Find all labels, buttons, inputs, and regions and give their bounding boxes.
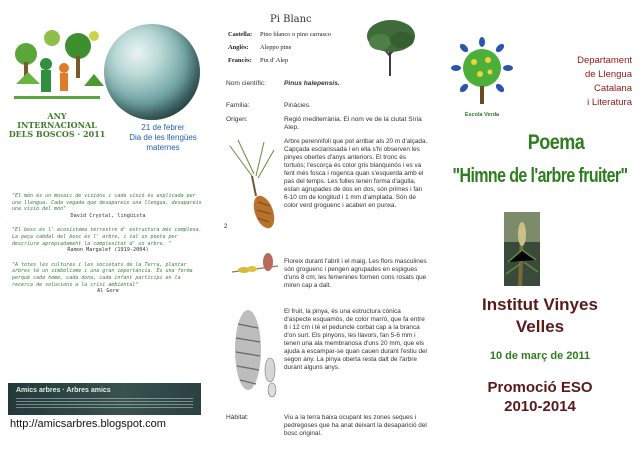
quote-text: "A totes les cultures i les societats de la Terra, plantar arbres té un simbolisme i una gran importància. És una forma perquè cada home, cada dona, cada infant participi en la recerca de solucions a la crisi ambiental" [12, 261, 193, 288]
origin-label: Origen: [226, 116, 248, 123]
figure-number: 2 [224, 224, 228, 230]
blog-banner-title: Amics arbres · Arbres amics [16, 387, 111, 394]
scientific-value: Pinus halepensis. [284, 80, 340, 87]
name-lang: Anglès: [228, 44, 249, 51]
quote-text: "El bosc és l' ecosistema terrestre d' estructura més complexa. La peça cabdal del bosc és l' arbre, i cal un poeta per descriure apropiadament la complexitat d' un arbre. " [12, 227, 202, 247]
habitat-value: Viu a la terra baixa ocupant les zones seques i pedregoses que ha anat deixant la desaparició del bosc original. [284, 414, 427, 437]
promotion-line2: 2010-2014 [504, 398, 576, 415]
department-name [524, 54, 632, 110]
globe-image [104, 24, 200, 120]
poem-heading: Poema [527, 129, 585, 154]
institute-line2: Velles [515, 317, 565, 336]
name-row-castella [228, 28, 331, 41]
description-flowers: Floreix durant l'abril i el maig. Les flors masculines són groguenc i pengen agrupades en espigues d'uns 8 cm; les femenines formen cons rosats que miren cap a dalt. [284, 258, 427, 289]
middle-panel [210, 0, 432, 452]
blog-url-link[interactable]: http://amicsarbres.blogspot.com [10, 418, 166, 430]
pine-cone-seeds-icon [232, 304, 282, 400]
pine-sprout-photo [504, 212, 540, 286]
quote-gore [12, 262, 204, 295]
blog-banner[interactable] [8, 383, 201, 415]
globe-caption-line3: maternes [146, 143, 180, 152]
poem-title: "Himne de l'arbre fruiter" [452, 165, 628, 187]
common-names [228, 28, 331, 67]
scientific-label: Nom científic: [226, 80, 266, 87]
name-value: Pin d' Alep [260, 57, 289, 64]
pine-flowers-icon [230, 252, 280, 284]
description-fruit: El fruit, la pinya, és una estructura cònica d'aspecte esquamós, de color marró, que fa entre 8 i 12 cm i té el peduncle corbat cap a la branca d'on surt. Els pinyons, les llavors, fan 5-6 mm i tenen una ala membranosa d'uns 20 mm, que els ajuda a escampar-se quan cauen durant l'estiu del segon any. La pinya oberta resta dalt de l'arbre durant alguns anys. [284, 308, 427, 371]
quote-crystal [12, 193, 204, 219]
quote-author: Ramon Margalef (1919-2004) [67, 247, 149, 254]
globe-caption-line2: Dia de les llengües [129, 133, 197, 142]
dept-line: de Llengua [584, 69, 632, 80]
quote-margalef [12, 227, 204, 253]
dept-line: Catalana [593, 83, 632, 94]
escola-verda-label: Escola Verda [464, 112, 500, 118]
name-value: Pino blanco o pino carrasco [260, 31, 331, 38]
institute-line1: Institut Vinyes [482, 295, 598, 314]
origin-value: Regió mediterrània. El nom ve de la ciutat Síria Alep. [284, 116, 422, 132]
name-lang: Francès: [228, 57, 252, 64]
quote-author: David Crystal, lingüista [70, 212, 146, 219]
pine-tree-icon [360, 16, 422, 78]
forests-year-title [8, 112, 106, 139]
family-value: Pinàcies. [284, 102, 311, 109]
pine-needles-cone-icon [224, 136, 282, 232]
habitat-label: Hàbitat: [226, 414, 249, 421]
right-panel [432, 0, 640, 452]
globe-caption-line1: 21 de febrer [141, 123, 185, 132]
promotion [440, 378, 640, 416]
promotion-line1: Promoció ESO [487, 379, 593, 396]
logo-title-line1: ANY INTERNACIONAL [17, 111, 97, 130]
name-value: Aleppo pine [260, 44, 292, 51]
dept-line: i Literatura [587, 97, 632, 108]
quote-text: "El món és un mosaic de visions i cada visió és explicada per una llengua. Cada vegada que desapareix una llengua, desapareix una visió del món" [12, 193, 202, 213]
blog-banner-text-lines [16, 398, 193, 410]
name-row-frances [228, 54, 331, 67]
quotes-block [12, 193, 204, 303]
left-panel [0, 0, 210, 452]
family-label: Família: [226, 102, 250, 109]
escola-verda-logo-icon [450, 36, 514, 122]
forests-logo-icon [8, 24, 106, 114]
globe-caption [118, 123, 208, 153]
tree-title: Pi Blanc [270, 14, 312, 25]
institute-name [440, 294, 640, 338]
logo-title-line2: DELS BOSCOS · 2011 [8, 129, 106, 139]
dept-line: Departament [577, 55, 632, 66]
event-date: 10 de març de 2011 [489, 350, 591, 362]
description-general: Arbre perennifoli que pot arribar als 20 m d'alçada. Capçada esclarissada i en ella s'hi observen les pinyes obertes d'anys anteriors. El tronc és tortuós; l'escorça és color gris blanquinós i es va fent més fosca i rogenca quan s'esquerda amb el pas del temps. Les fulles tenen forma d'agulla, estan agrupades de dos en dos, són primes i fan 6-10 cm de longitud i 1 mm d'amplada. Són de color verd groguenc i acaben en punxa. [284, 138, 428, 209]
quote-author: Al Gore [97, 288, 119, 295]
name-row-angles [228, 41, 331, 54]
name-lang: Castella: [228, 31, 253, 38]
